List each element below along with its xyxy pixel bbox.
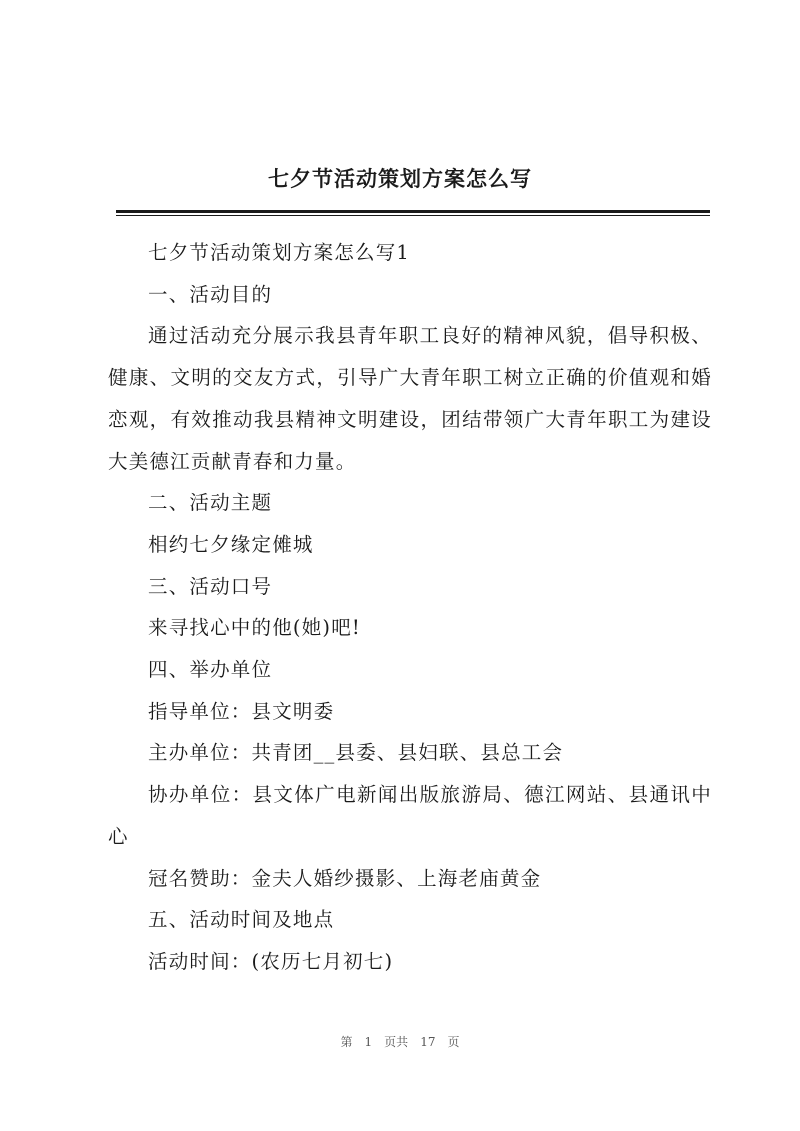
footer-prefix: 第 <box>340 1035 353 1049</box>
paragraph-slogan: 来寻找心中的他(她)吧! <box>148 616 361 640</box>
document-title: 七夕节活动策划方案怎么写 <box>268 166 532 191</box>
paragraph-sponsor: 冠名赞助：金夫人婚纱摄影、上海老庙黄金 <box>148 866 542 890</box>
paragraph-guiding-unit: 指导单位：县文明委 <box>148 699 335 723</box>
paragraph-theme: 相约七夕缘定傩城 <box>148 532 314 556</box>
footer-suffix: 页 <box>447 1035 460 1049</box>
section-heading-organizers: 四、举办单位 <box>148 658 273 682</box>
section-heading-plan: 七夕节活动策划方案怎么写1 <box>148 241 411 264</box>
title-divider <box>116 210 710 216</box>
page-footer <box>0 1033 800 1050</box>
paragraph-event-time: 活动时间：(农历七月初七) <box>148 949 394 973</box>
paragraph-host-unit: 主办单位：共青团__县委、县妇联、县总工会 <box>148 741 564 765</box>
section-heading-slogan: 三、活动口号 <box>148 574 273 598</box>
paragraph-purpose: 通过活动充分展示我县青年职工良好的精神风貌，倡导积极、健康、文明的交友方式，引导广大青年职工树立正确的价值观和婚恋观，有效推动我县精神文明建设，团结带领广大青年职工为建设大美德江贡献青春和力量。 <box>108 324 712 473</box>
section-heading-time-place: 五、活动时间及地点 <box>148 908 335 932</box>
footer-middle: 页共 <box>384 1035 409 1049</box>
section-heading-purpose: 一、活动目的 <box>148 282 273 306</box>
footer-total-pages: 17 <box>420 1035 436 1049</box>
section-heading-theme: 二、活动主题 <box>148 491 273 515</box>
footer-page-number: 1 <box>364 1035 373 1049</box>
paragraph-co-organizer: 协办单位：县文体广电新闻出版旅游局、德江网站、县通讯中心 <box>108 783 712 848</box>
document-body <box>108 232 712 983</box>
